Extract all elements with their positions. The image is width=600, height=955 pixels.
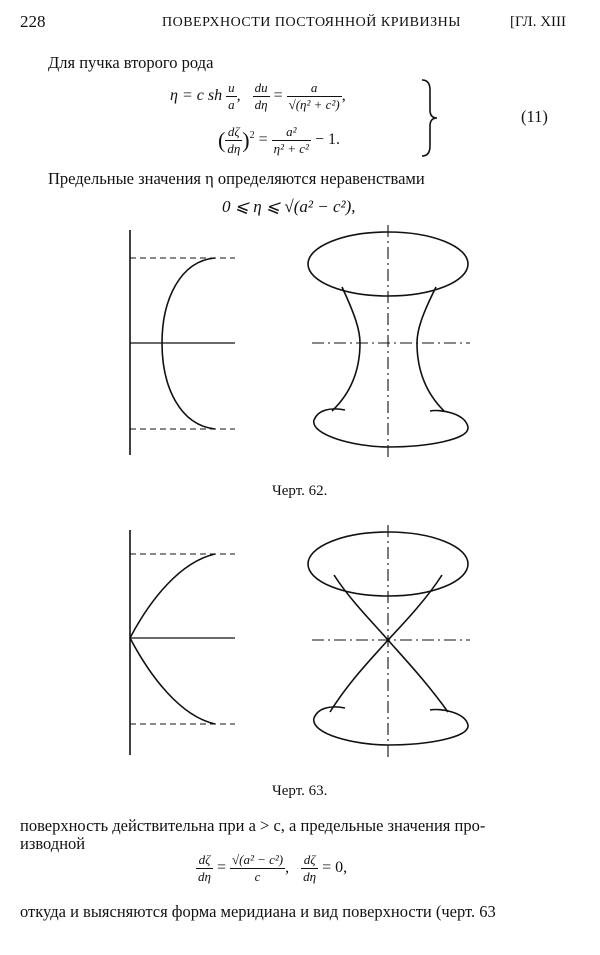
inequality: 0 ⩽ η ⩽ √(a² − c²), — [222, 197, 356, 216]
limits-sentence: Предельные значения η определяются неравенствами — [48, 169, 425, 188]
equation-number: (11) — [521, 107, 548, 126]
eq4-lhs-num: dζ — [196, 852, 213, 869]
eq2-rhs-den: √(η² + c²) — [288, 97, 340, 112]
eq2-rhs-num: a — [287, 80, 342, 97]
eq4-second-num: dζ — [301, 852, 318, 869]
eq1-den: a — [228, 97, 235, 112]
equation-zeta-squared: ( $\frac{d\zeta}{d\eta}$ )$^2$ = $\frac{\text{a²}}{\text{η² + c²}}$ − 1. — [218, 124, 340, 156]
eq2-lhs-num: du — [254, 80, 268, 95]
eq2-lhs-den: dη — [254, 97, 268, 112]
eq4-rhs-num: √(a² − c²) — [231, 852, 284, 867]
eq3-lhs-fraction — [225, 124, 242, 157]
real-sentence-line1: поверхность действительна при a > c, а предельные значения про- — [20, 816, 486, 835]
equation-brace — [420, 78, 440, 158]
equation-eta: η = c sh $\frac{u}{a}$ , $\frac{du}{d\eta}$ = $\frac{a}{\text{√(η² + c²)}}$ , — [170, 80, 346, 112]
eq1-num: u — [228, 80, 235, 95]
fig62-bottom-rim-back — [314, 409, 345, 420]
eq4-second-den: dη — [303, 869, 317, 884]
eq4-rhs-fraction — [230, 852, 285, 885]
eq4-lhs-fraction — [196, 852, 213, 885]
intro-text: Для пучка второго рода — [48, 53, 214, 72]
eq3-tail: − 1. — [314, 131, 340, 149]
eq1-fraction — [226, 80, 237, 113]
figure-63 — [0, 520, 600, 780]
real-sentence-line2: изводной — [20, 834, 86, 853]
equation-derivative-limits: $\frac{d\zeta}{d\eta}$ = $\frac{\text{√(a² − c²)}}{c}$ , $\frac{d\zeta}{d\eta}$ = 0, — [198, 852, 348, 884]
chapter-label: [ГЛ. XIII — [510, 14, 567, 30]
last-line: откуда и выясняются форма меридиана и вид поверхности (черт. 63 — [20, 902, 496, 921]
eq2-lhs-fraction — [253, 80, 270, 113]
eq3-rhs-fraction — [272, 124, 311, 157]
figure-62 — [0, 225, 600, 485]
eq1-lhs: η = c sh — [170, 87, 223, 105]
page-number: 228 — [20, 12, 46, 31]
fig62-left-profile — [332, 287, 360, 411]
eq3-rhs-num: a² — [272, 124, 311, 141]
eq3-rhs-den: η² + c² — [273, 141, 309, 156]
fig63-meridian-lower — [130, 638, 215, 724]
fig63-meridian-upper — [130, 554, 215, 638]
running-title: ПОВЕРХНОСТИ ПОСТОЯННОЙ КРИВИЗНЫ — [162, 15, 461, 30]
eq3-lhs-num: dζ — [225, 124, 242, 141]
fig62-caption: Черт. 62. — [272, 483, 328, 499]
fig63-bottom-rim — [314, 710, 468, 745]
eq4-second-fraction — [301, 852, 318, 885]
fig62-right-profile — [417, 287, 444, 411]
eq4-lhs-den: dη — [198, 869, 211, 884]
fig63-bottom-rim-back — [314, 707, 345, 718]
fig63-caption: Черт. 63. — [272, 783, 328, 799]
fig62-bottom-rim — [314, 411, 468, 447]
eq4-rhs-den: c — [254, 869, 261, 884]
eq2-rhs-fraction — [287, 80, 342, 113]
eq4-second-rhs: = 0, — [322, 859, 348, 877]
eq3-lhs-den: dη — [227, 141, 241, 156]
